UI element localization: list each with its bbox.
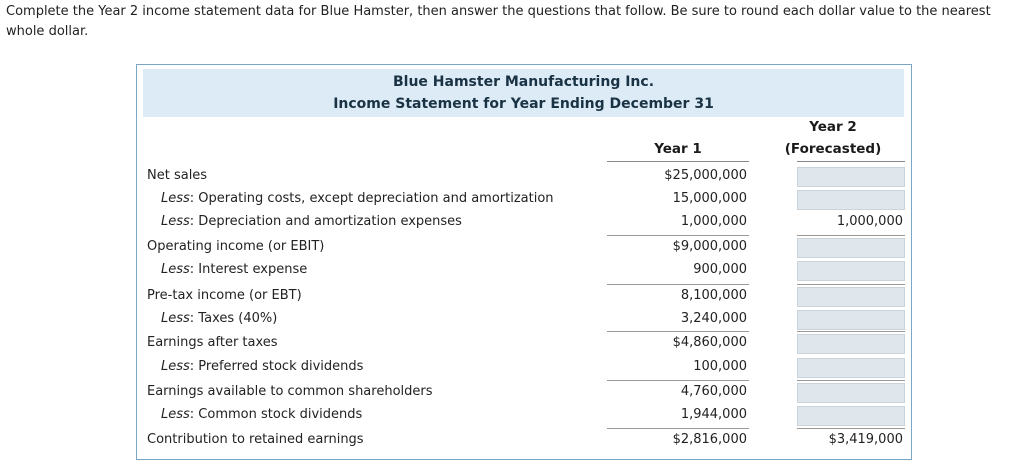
year1-value: 3,240,000	[680, 311, 747, 326]
year2-earnings-common-input[interactable]	[797, 383, 905, 403]
row-operating-costs	[137, 189, 911, 212]
subtotal-rule	[797, 284, 905, 285]
row-ebt	[137, 286, 911, 309]
instructions-text: Complete the Year 2 income statement data for Blue Hamster, then answer the questions that follow. Be sure to round each dollar value to the nearest whole dollar.	[6, 4, 991, 39]
row-common-dividends	[137, 405, 911, 428]
row-depreciation	[137, 212, 911, 235]
year1-value: $2,816,000	[672, 432, 747, 447]
year1-value: 100,000	[693, 359, 747, 374]
year1-header: Year 1	[654, 141, 702, 157]
year2-header-line2: (Forecasted)	[784, 141, 882, 157]
row-label: Pre-tax income (or EBT)	[147, 288, 302, 303]
year1-value: 4,760,000	[680, 384, 747, 399]
subtotal-rule	[607, 235, 749, 236]
year1-value: 1,944,000	[680, 407, 747, 422]
year2-interest-input[interactable]	[797, 261, 905, 281]
row-earnings-common	[137, 382, 911, 405]
year2-value: 1,000,000	[836, 214, 903, 229]
statement-header	[143, 69, 904, 117]
row-label: Earnings available to common shareholders	[147, 384, 433, 399]
year2-earnings-after-taxes-input[interactable]	[797, 334, 905, 354]
row-retained-earnings	[137, 430, 911, 453]
year2-ebit-input[interactable]	[797, 238, 905, 258]
row-label: Less: Operating costs, except depreciation and amortization	[161, 191, 554, 206]
year2-header-rule	[797, 161, 905, 162]
year2-operating-costs-input[interactable]	[797, 190, 905, 210]
subtotal-rule	[607, 284, 749, 285]
year2-taxes-input[interactable]	[797, 310, 905, 330]
subtotal-rule	[797, 235, 905, 236]
year2-preferred-dividends-input[interactable]	[797, 358, 905, 378]
year2-ebt-input[interactable]	[797, 287, 905, 307]
row-label: Operating income (or EBIT)	[147, 239, 325, 254]
row-label: Less: Preferred stock dividends	[161, 359, 364, 374]
year2-header-line1: Year 2	[809, 119, 857, 135]
row-label: Less: Interest expense	[161, 262, 308, 277]
subtotal-rule	[797, 331, 905, 332]
year1-header-rule	[607, 161, 749, 162]
row-taxes	[137, 309, 911, 332]
row-ebit	[137, 237, 911, 260]
subtotal-rule	[607, 428, 749, 429]
year2-value: $3,419,000	[828, 432, 903, 447]
year1-value: $25,000,000	[664, 168, 747, 183]
subtotal-rule	[607, 380, 749, 381]
company-name: Blue Hamster Manufacturing Inc.	[392, 74, 655, 90]
row-label: Earnings after taxes	[147, 335, 278, 350]
row-preferred-dividends	[137, 357, 911, 380]
row-label: Net sales	[147, 168, 208, 183]
subtotal-rule	[607, 331, 749, 332]
subtotal-rule	[797, 380, 905, 381]
year1-value: 8,100,000	[680, 288, 747, 303]
row-label: Contribution to retained earnings	[147, 432, 364, 447]
year1-value: 900,000	[693, 262, 747, 277]
year1-value: 15,000,000	[672, 191, 747, 206]
row-net-sales	[137, 166, 911, 189]
row-label: Less: Depreciation and amortization expenses	[161, 214, 462, 229]
year1-value: $4,860,000	[672, 335, 747, 350]
row-label: Less: Taxes (40%)	[161, 311, 278, 326]
year2-common-dividends-input[interactable]	[797, 406, 905, 426]
year1-value: 1,000,000	[680, 214, 747, 229]
year1-value: $9,000,000	[672, 239, 747, 254]
row-earnings-after-taxes	[137, 333, 911, 356]
row-interest	[137, 260, 911, 283]
statement-title: Income Statement for Year Ending December 31	[333, 96, 714, 112]
year2-net-sales-input[interactable]	[797, 167, 905, 187]
row-label: Less: Common stock dividends	[161, 407, 363, 422]
income-statement-card	[136, 64, 912, 460]
subtotal-rule	[797, 428, 905, 429]
